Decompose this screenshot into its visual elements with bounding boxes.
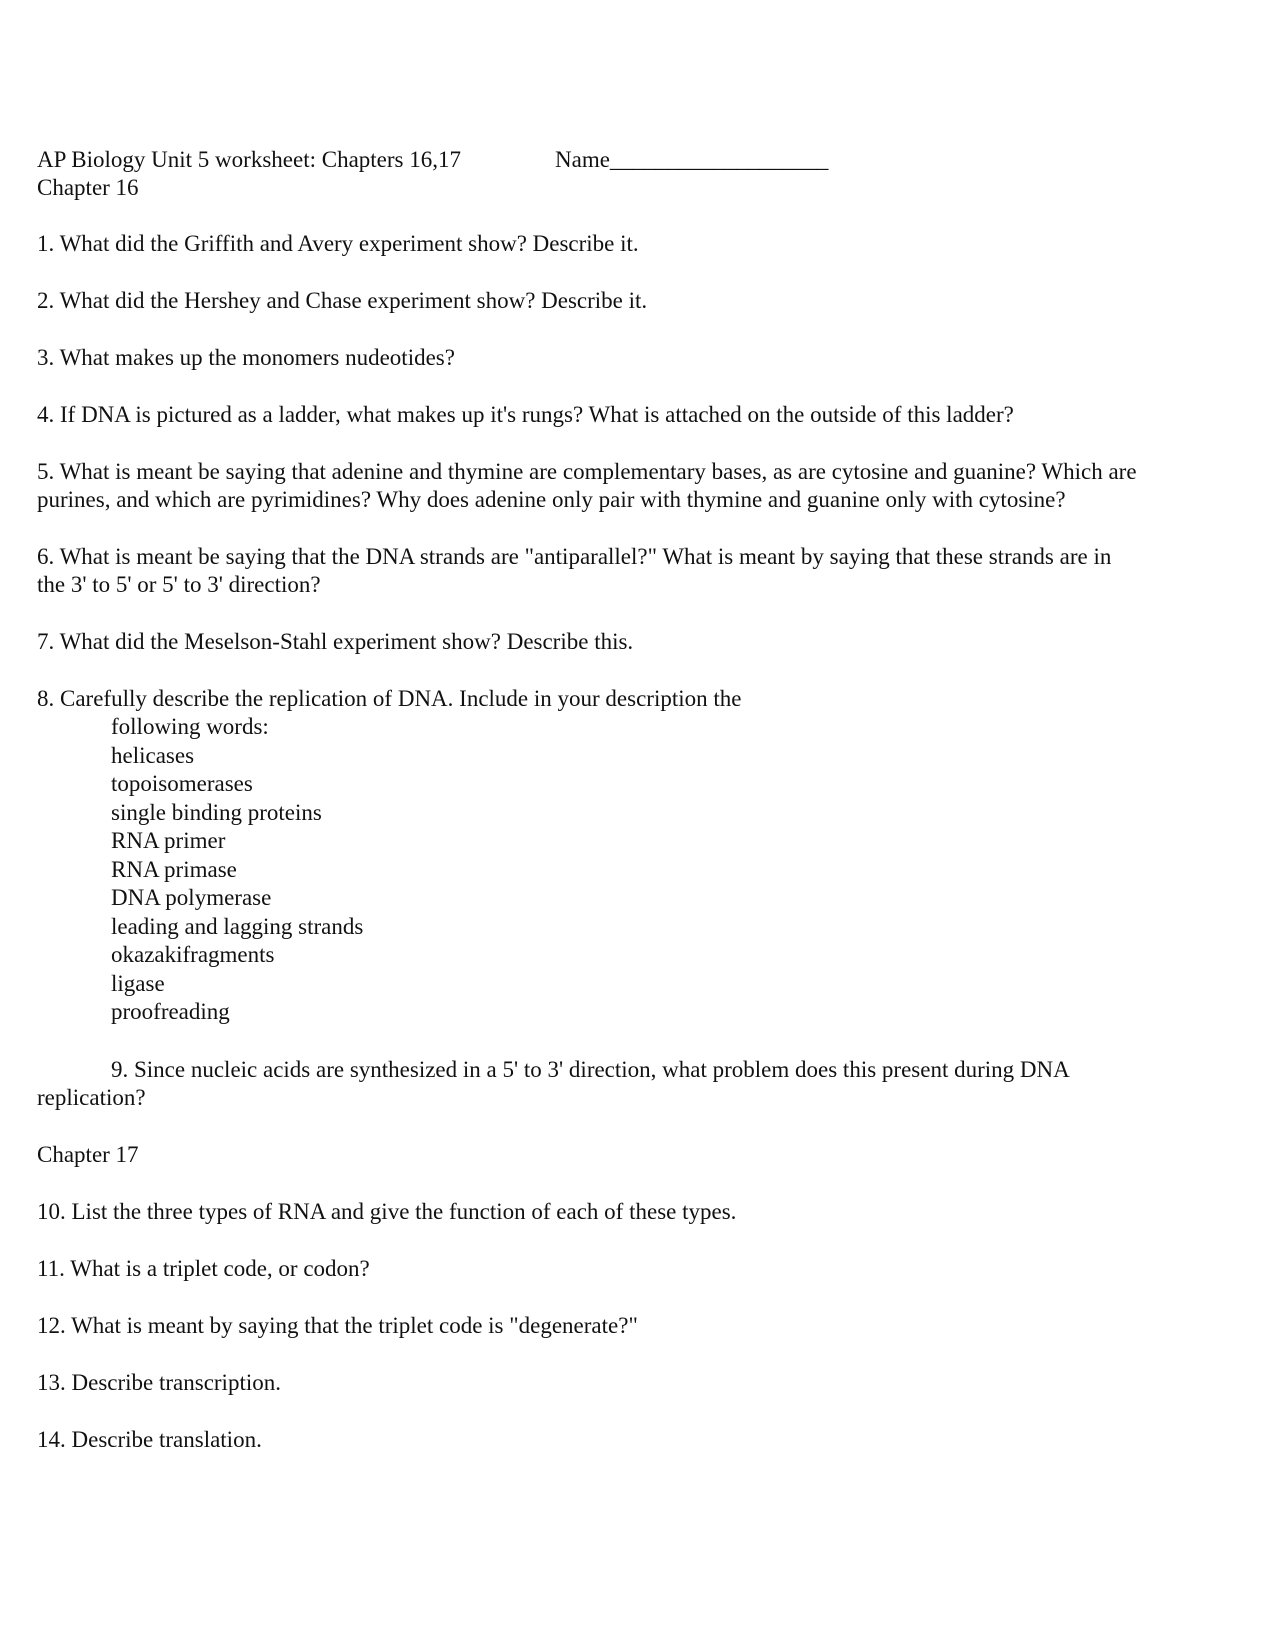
question-2: 2. What did the Hershey and Chase experiment show? Describe it.	[37, 288, 648, 313]
word-list-item: RNA primase	[111, 856, 237, 882]
question-11: 11. What is a triplet code, or codon?	[37, 1256, 370, 1281]
question-1: 1. What did the Griffith and Avery experiment show? Describe it.	[37, 231, 639, 256]
question-4: 4. If DNA is pictured as a ladder, what makes up it's rungs? What is attached on the outside of this ladder?	[37, 402, 1014, 427]
word-list-item: proofreading	[111, 999, 230, 1024]
word-list-item: helicases	[111, 742, 195, 768]
question-8: 8. Carefully describe the replication of DNA. Include in your description the	[37, 686, 742, 711]
question-6-line-1: 6. What is meant be saying that the DNA strands are "antiparallel?" What is meant by saying that these strands are in	[37, 544, 1112, 569]
question-14: 14. Describe translation.	[37, 1427, 262, 1452]
word-list-item: okazakifragments	[111, 942, 275, 967]
word-list-item: single binding proteins	[111, 799, 322, 825]
question-3: 3. What makes up the monomers nudeotides?	[37, 345, 455, 370]
question-9-line-2: replication?	[37, 1085, 146, 1110]
question-5-line-1: 5. What is meant be saying that adenine and thymine are complementary bases, as are cytosine and guanine? Which are	[37, 459, 1137, 484]
word-list-item: leading and lagging strands	[111, 913, 364, 939]
word-list-item: topoisomerases	[111, 771, 253, 796]
worksheet-title: AP Biology Unit 5 worksheet: Chapters 16,17	[37, 147, 461, 172]
question-5-line-2: purines, and which are pyrimidines? Why does adenine only pair with thymine and guanine only with cytosine?	[37, 487, 1066, 512]
word-list-item: ligase	[111, 970, 165, 996]
name-field-label: Name___________________	[555, 147, 829, 172]
question-7: 7. What did the Meselson-Stahl experiment show? Describe this.	[37, 629, 634, 654]
question-9-line-1: 9. Since nucleic acids are synthesized in a 5' to 3' direction, what problem does this present during DNA	[111, 1057, 1070, 1082]
question-8-word-list	[111, 713, 363, 1027]
question-12: 12. What is meant by saying that the triplet code is "degenerate?"	[37, 1313, 638, 1338]
question-6-line-2: the 3' to 5' or 5' to 3' direction?	[37, 572, 321, 597]
question-10: 10. List the three types of RNA and give the function of each of these types.	[37, 1199, 737, 1224]
chapter-17-heading: Chapter 17	[37, 1142, 139, 1167]
word-list-item: DNA polymerase	[111, 885, 272, 910]
question-13: 13. Describe transcription.	[37, 1370, 281, 1395]
word-list-item: following words:	[111, 714, 269, 739]
chapter-16-heading: Chapter 16	[37, 175, 139, 200]
word-list-item: RNA primer	[111, 828, 226, 853]
